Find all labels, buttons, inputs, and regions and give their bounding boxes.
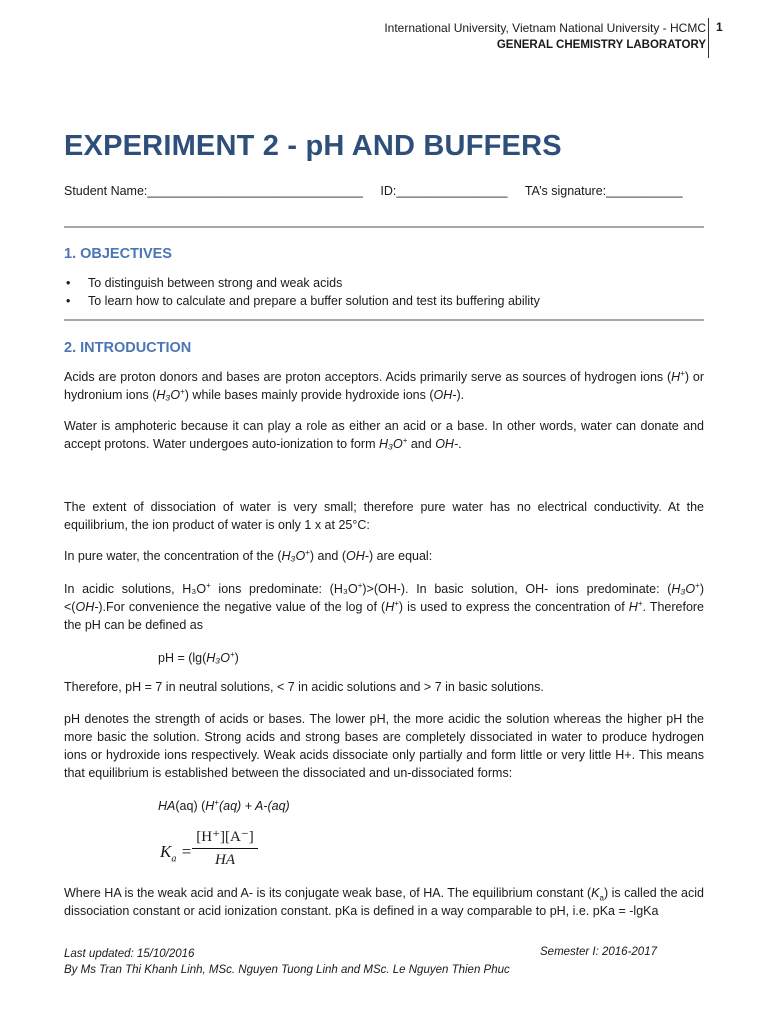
ka-numerator: [H⁺][A⁻] (196, 829, 254, 845)
student-name-field: Student Name:_______________________________ (64, 184, 363, 198)
paragraph-pure-water: In pure water, the concentration of the (H₃O+) and (OH-) are equal: (64, 547, 433, 563)
introduction-heading: 2. INTRODUCTION (64, 340, 192, 356)
objectives-list (64, 274, 540, 310)
divider (64, 226, 704, 228)
paragraph-ph-ranges: Therefore, pH = 7 in neutral solutions, < 7 in acidic solutions and > 7 in basic solutions. (64, 680, 544, 694)
student-info-line (64, 184, 697, 198)
dissociation-equation: HA(aq) (H+(aq) + A-(aq) (158, 797, 290, 813)
student-id-field: ID:________________ (380, 184, 508, 198)
paragraph-water-amphoteric: Water is amphoteric because it can play a role as either an acid or a base. In other words, water can donate and accept protons. Water undergoes auto-ionization to form H₃O+ and OH-. (64, 419, 704, 451)
ph-definition: pH = (lg(H₃O+) (158, 649, 239, 665)
ta-signature-field: TA’s signature:___________ (524, 184, 683, 198)
list-item: • To distinguish between strong and weak acids (64, 274, 540, 292)
page-footer (64, 946, 510, 978)
header-divider (708, 18, 709, 58)
footer-last-updated: Last updated: 15/10/2016 (64, 948, 195, 960)
footer-authors: By Ms Tran Thi Khanh Linh, MSc. Nguyen Tuong Linh and MSc. Le Nguyen Thien Phuc (64, 964, 510, 976)
paragraph-acidic-basic: In acidic solutions, H₃O+ ions predominate: (H₃O+)>(OH-). In basic solution, OH- ions predominate: (H₃O+)<(OH-).For convenience the negative value of the log of (H+) is used to express the concentration of H+. Therefore the pH can be defined as (64, 580, 705, 632)
ka-denominator: HA (215, 852, 235, 868)
fraction-bar (192, 848, 258, 849)
header-lab: GENERAL CHEMISTRY LABORATORY (496, 39, 706, 51)
page-title: EXPERIMENT 2 - pH AND BUFFERS (64, 130, 562, 162)
divider (64, 319, 704, 321)
paragraph-dissociation: The extent of dissociation of water is very small; therefore pure water has no electrical conductivity. At the equilibrium, the ion product of water is only 1 x at 25°C: (64, 500, 704, 532)
footer-semester: Semester I: 2016-2017 (540, 946, 657, 958)
ka-symbol: $K_a$ = (160, 842, 193, 865)
page-header (384, 20, 706, 54)
paragraph-ka-definition: Where HA is the weak acid and A- is its conjugate weak base, of HA. The equilibrium constant $(K_a)$ is called the acid dissociation constant or acid ionization constant. pKa is defined in a way comparable to pH, i.e. pKa = -lgKa (64, 886, 704, 918)
header-university: International University, Vietnam National University - HCMC (384, 21, 706, 35)
ka-fraction (192, 828, 258, 869)
objectives-heading: 1. OBJECTIVES (64, 246, 172, 262)
paragraph-ph-strength: pH denotes the strength of acids or bases. The lower pH, the more acidic the solution whereas the higher pH the more basic the solution. Strong acids and strong bases are completely dissociated in water to produce hydrogen ions or hydroxide ions respectively. Weak acids dissociate only partially and form little or very little H+. This means that equilibrium is established between the dissociated and un-dissociated forms: (64, 712, 704, 780)
paragraph-acids-bases: Acids are proton donors and bases are proton acceptors. Acids primarily serve as sources of hydrogen ions (H+) or hydronium ions (H₃O+) while bases mainly provide hydroxide ions (OH-). (64, 368, 704, 402)
page-number: 1 (716, 20, 723, 34)
list-item: • To learn how to calculate and prepare a buffer solution and test its buffering ability (64, 292, 540, 310)
